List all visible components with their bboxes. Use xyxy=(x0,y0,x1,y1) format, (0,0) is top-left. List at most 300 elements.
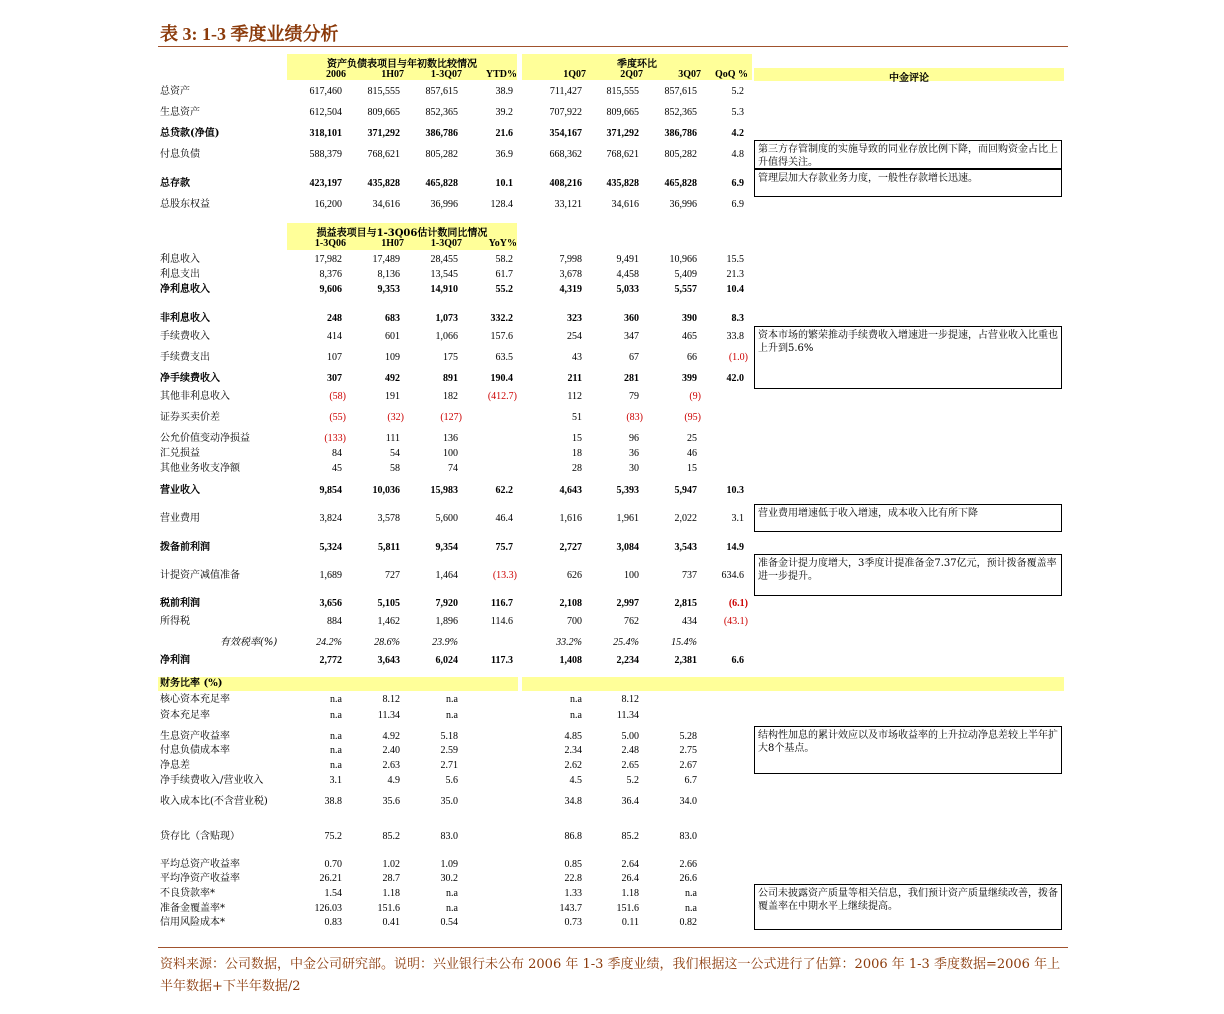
row-value: 809,665 xyxy=(367,107,400,118)
row-value: 36,996 xyxy=(669,199,697,210)
row-value: 38.9 xyxy=(495,86,513,97)
col-header: 2006 xyxy=(326,69,346,80)
row-label: 净息差 xyxy=(160,760,190,771)
is-col-header: YoY% xyxy=(488,238,517,249)
row-value: 626 xyxy=(567,570,582,581)
row-value: 9,353 xyxy=(377,284,400,295)
row-value: 157.6 xyxy=(490,331,513,342)
row-label: 拨备前利润 xyxy=(160,542,210,553)
row-value: 588,379 xyxy=(309,149,342,160)
row-value: 79 xyxy=(629,391,639,402)
row-label: 付息负债成本率 xyxy=(160,745,230,756)
row-value: 30 xyxy=(629,463,639,474)
comment-box: 第三方存管制度的实施导致的同业存放比例下降，而回购资金占比上升值得关注。 xyxy=(754,140,1062,169)
row-value: 34,616 xyxy=(372,199,400,210)
row-value: 85.2 xyxy=(382,831,400,842)
col-header: 1H07 xyxy=(381,69,404,80)
row-value: 7,920 xyxy=(435,598,458,609)
row-value: 1,689 xyxy=(319,570,342,581)
row-value: 768,621 xyxy=(367,149,400,160)
row-value: 83.0 xyxy=(679,831,697,842)
row-label: 证券买卖价差 xyxy=(160,412,220,423)
row-value: 14,910 xyxy=(430,284,458,295)
row-value: 33.8 xyxy=(726,331,744,342)
row-value: 2,234 xyxy=(616,655,639,666)
row-value: 386,786 xyxy=(425,128,458,139)
row-value: 35.0 xyxy=(440,796,458,807)
row-value: 55.2 xyxy=(495,284,513,295)
row-value: 668,362 xyxy=(549,149,582,160)
row-value: 107 xyxy=(327,352,342,363)
q-group-header: 季度环比 xyxy=(617,59,657,70)
row-value: 360 xyxy=(624,313,639,324)
row-value: 18 xyxy=(572,448,582,459)
row-value: 112 xyxy=(567,391,582,402)
row-value: 1.18 xyxy=(382,888,400,899)
row-value: 38.8 xyxy=(324,796,342,807)
row-value: 15 xyxy=(687,463,697,474)
row-value: 8,376 xyxy=(319,269,342,280)
row-value: 2,815 xyxy=(674,598,697,609)
row-value: 66 xyxy=(687,352,697,363)
row-value: 36.4 xyxy=(621,796,639,807)
row-value: 75.7 xyxy=(495,542,513,553)
row-value: 2.71 xyxy=(440,760,458,771)
row-value: 371,292 xyxy=(367,128,400,139)
row-value: 10,966 xyxy=(669,254,697,265)
row-value: 815,555 xyxy=(606,86,639,97)
row-value: 54 xyxy=(390,448,400,459)
row-value: 36,996 xyxy=(430,199,458,210)
row-value: 4.9 xyxy=(387,775,400,786)
row-value: 28 xyxy=(572,463,582,474)
comment-box: 资本市场的繁荣推动手续费收入增速进一步提速，占营业收入比重也上升到5.6% xyxy=(754,326,1062,389)
row-label: 汇兑损益 xyxy=(160,448,200,459)
row-value: 17,982 xyxy=(314,254,342,265)
row-value: 43 xyxy=(572,352,582,363)
row-value: 399 xyxy=(682,373,697,384)
row-value: 8,136 xyxy=(377,269,400,280)
row-value: 852,365 xyxy=(664,107,697,118)
comment-box: 结构性加息的累计效应以及市场收益率的上升拉动净息差较上半年扩大8个基点。 xyxy=(754,726,1062,774)
row-value: 3,543 xyxy=(674,542,697,553)
row-value: 1,073 xyxy=(435,313,458,324)
row-value: 1.02 xyxy=(382,859,400,870)
row-value: 492 xyxy=(385,373,400,384)
row-value: 28.7 xyxy=(382,873,400,884)
row-value: 61.7 xyxy=(495,269,513,280)
row-value: 10.3 xyxy=(726,485,744,496)
row-label: 资本充足率 xyxy=(160,710,210,721)
row-value: 2,381 xyxy=(674,655,697,666)
row-label: 准备金覆盖率* xyxy=(160,903,225,914)
row-label: 公允价值变动净损益 xyxy=(160,433,250,444)
row-value: 3,643 xyxy=(377,655,400,666)
row-label: 计提资产减值准备 xyxy=(160,570,240,581)
row-value: 46 xyxy=(687,448,697,459)
row-value: 3.1 xyxy=(329,775,342,786)
row-value: 10.1 xyxy=(495,178,513,189)
row-value: 435,828 xyxy=(367,178,400,189)
row-value: 84 xyxy=(332,448,342,459)
row-value: 5.00 xyxy=(621,731,639,742)
row-value: 28,455 xyxy=(430,254,458,265)
row-value: 5,600 xyxy=(435,513,458,524)
row-label: 不良贷款率* xyxy=(160,888,215,899)
row-value: 86.8 xyxy=(564,831,582,842)
row-value: 191 xyxy=(385,391,400,402)
row-value: 28.6% xyxy=(374,637,400,648)
bs-group-header: 资产负债表项目与年初数比较情况 xyxy=(327,59,477,70)
row-value: 45 xyxy=(332,463,342,474)
row-label: 有效税率(%) xyxy=(220,637,278,648)
row-value: 6.9 xyxy=(731,199,744,210)
row-value: n.a xyxy=(446,888,458,899)
row-value: 2.59 xyxy=(440,745,458,756)
row-label: 净利润 xyxy=(160,655,190,666)
row-value: 4,319 xyxy=(559,284,582,295)
row-value: n.a xyxy=(685,888,697,899)
row-value: 465,828 xyxy=(664,178,697,189)
row-value: (412.7) xyxy=(487,391,517,402)
row-value: 711,427 xyxy=(549,86,582,97)
row-value: 5,409 xyxy=(674,269,697,280)
row-label: 总资产 xyxy=(160,86,190,97)
row-value: 10,036 xyxy=(372,485,400,496)
row-label: 付息负债 xyxy=(160,149,200,160)
row-value: (13.3) xyxy=(492,570,517,581)
row-value: 36.9 xyxy=(495,149,513,160)
col-header: 1Q07 xyxy=(563,69,586,80)
row-value: 805,282 xyxy=(664,149,697,160)
row-value: 143.7 xyxy=(559,903,582,914)
row-value: 371,292 xyxy=(606,128,639,139)
row-value: 884 xyxy=(327,616,342,627)
row-value: 15.5 xyxy=(726,254,744,265)
row-value: 2.63 xyxy=(382,760,400,771)
row-value: (133) xyxy=(324,433,346,444)
row-value: 281 xyxy=(624,373,639,384)
row-value: 116.7 xyxy=(491,598,513,609)
row-value: 5,947 xyxy=(674,485,697,496)
row-value: 2.66 xyxy=(679,859,697,870)
row-value: 85.2 xyxy=(621,831,639,842)
row-value: 11.34 xyxy=(377,710,400,721)
row-label: 其他非利息收入 xyxy=(160,391,230,402)
row-value: 601 xyxy=(385,331,400,342)
row-value: (43.1) xyxy=(723,616,748,627)
row-value: n.a xyxy=(330,745,342,756)
row-value: 707,922 xyxy=(549,107,582,118)
row-value: 2,772 xyxy=(319,655,342,666)
row-label: 非利息收入 xyxy=(160,313,210,324)
row-label: 贷存比（含贴现） xyxy=(160,831,240,842)
row-value: (83) xyxy=(626,412,643,423)
row-value: 1,961 xyxy=(616,513,639,524)
row-value: n.a xyxy=(446,710,458,721)
row-value: 4.5 xyxy=(569,775,582,786)
row-value: 5.3 xyxy=(731,107,744,118)
row-label: 手续费支出 xyxy=(160,352,210,363)
row-value: n.a xyxy=(330,710,342,721)
row-value: 1,066 xyxy=(435,331,458,342)
row-label: 总贷款(净值) xyxy=(160,128,220,139)
row-value: 805,282 xyxy=(425,149,458,160)
row-value: 465 xyxy=(682,331,697,342)
row-value: 2,108 xyxy=(559,598,582,609)
row-value: 33,121 xyxy=(554,199,582,210)
row-value: 2.40 xyxy=(382,745,400,756)
row-value: 9,354 xyxy=(435,542,458,553)
row-value: 8.12 xyxy=(382,694,400,705)
is-col-header: 1-3Q07 xyxy=(430,238,462,249)
row-value: 10.4 xyxy=(726,284,744,295)
row-label: 生息资产收益率 xyxy=(160,731,230,742)
ratio-header-bar-right xyxy=(522,677,1064,691)
row-value: 21.3 xyxy=(726,269,744,280)
row-value: 1.54 xyxy=(324,888,342,899)
row-value: 2,727 xyxy=(559,542,582,553)
row-value: 1,896 xyxy=(435,616,458,627)
row-value: 354,167 xyxy=(549,128,582,139)
row-value: 2.34 xyxy=(564,745,582,756)
row-value: 386,786 xyxy=(664,128,697,139)
row-label: 信用风险成本* xyxy=(160,917,225,928)
row-value: 39.2 xyxy=(495,107,513,118)
row-value: 42.0 xyxy=(726,373,744,384)
row-value: 2.48 xyxy=(621,745,639,756)
row-value: 318,101 xyxy=(309,128,342,139)
row-value: 6.9 xyxy=(731,178,744,189)
row-value: 3,678 xyxy=(559,269,582,280)
row-value: 114.6 xyxy=(490,616,513,627)
row-label: 其他业务收支净额 xyxy=(160,463,240,474)
row-value: 3,578 xyxy=(377,513,400,524)
row-value: (127) xyxy=(440,412,462,423)
row-value: 36 xyxy=(629,448,639,459)
row-value: 414 xyxy=(327,331,342,342)
row-value: 2.62 xyxy=(564,760,582,771)
row-value: 5,393 xyxy=(616,485,639,496)
col-header: 2Q07 xyxy=(620,69,643,80)
row-value: 75.2 xyxy=(324,831,342,842)
row-value: 34.8 xyxy=(564,796,582,807)
row-value: n.a xyxy=(570,694,582,705)
row-value: (55) xyxy=(329,412,346,423)
row-value: 34.0 xyxy=(679,796,697,807)
row-value: 768,621 xyxy=(606,149,639,160)
row-value: 3,656 xyxy=(319,598,342,609)
row-value: (1.0) xyxy=(728,352,748,363)
row-value: n.a xyxy=(330,731,342,742)
row-label: 总存款 xyxy=(160,178,190,189)
row-value: 857,615 xyxy=(664,86,697,97)
row-value: 0.82 xyxy=(679,917,697,928)
row-value: 617,460 xyxy=(309,86,342,97)
row-value: 151.6 xyxy=(616,903,639,914)
row-value: 0.41 xyxy=(382,917,400,928)
comment-header: 中金评论 xyxy=(889,73,929,84)
row-value: 6.7 xyxy=(684,775,697,786)
row-value: 5.18 xyxy=(440,731,458,742)
row-value: 5,324 xyxy=(319,542,342,553)
row-value: 347 xyxy=(624,331,639,342)
row-value: 5,033 xyxy=(616,284,639,295)
row-value: 3,084 xyxy=(616,542,639,553)
is-col-header: 1-3Q06 xyxy=(314,238,346,249)
col-header: 1-3Q07 xyxy=(430,69,462,80)
row-value: 307 xyxy=(327,373,342,384)
row-value: 5.2 xyxy=(731,86,744,97)
row-value: 0.85 xyxy=(564,859,582,870)
row-value: n.a xyxy=(446,694,458,705)
row-value: 35.6 xyxy=(382,796,400,807)
row-value: 815,555 xyxy=(367,86,400,97)
row-label: 平均总资产收益率 xyxy=(160,859,240,870)
row-label: 利息收入 xyxy=(160,254,200,265)
row-value: 5.2 xyxy=(626,775,639,786)
row-value: 182 xyxy=(443,391,458,402)
row-value: 254 xyxy=(567,331,582,342)
row-value: 26.6 xyxy=(679,873,697,884)
row-value: 23.9% xyxy=(432,637,458,648)
row-value: 2.75 xyxy=(679,745,697,756)
row-value: 1.33 xyxy=(564,888,582,899)
row-value: 17,489 xyxy=(372,254,400,265)
row-value: 16,200 xyxy=(314,199,342,210)
row-value: 21.6 xyxy=(495,128,513,139)
row-value: 8.3 xyxy=(731,313,744,324)
row-label: 净手续费收入 xyxy=(160,373,220,384)
row-value: 96 xyxy=(629,433,639,444)
row-value: 762 xyxy=(624,616,639,627)
row-value: 0.83 xyxy=(324,917,342,928)
row-label: 收入成本比(不含营业税) xyxy=(160,796,268,807)
row-value: 126.03 xyxy=(314,903,342,914)
row-value: 0.54 xyxy=(440,917,458,928)
row-value: 435,828 xyxy=(606,178,639,189)
row-value: (6.1) xyxy=(728,598,748,609)
row-value: n.a xyxy=(330,694,342,705)
row-value: 0.11 xyxy=(621,917,639,928)
row-value: 1,616 xyxy=(559,513,582,524)
row-value: 5.28 xyxy=(679,731,697,742)
ratio-group-header: 财务比率 (%) xyxy=(160,678,223,689)
row-value: 13,545 xyxy=(430,269,458,280)
row-value: 248 xyxy=(327,313,342,324)
row-value: 34,616 xyxy=(611,199,639,210)
row-value: 26.4 xyxy=(621,873,639,884)
comment-box: 公司未披露资产质量等相关信息，我们预计资产质量继续改善，拨备覆盖率在中期水平上继续提高。 xyxy=(754,884,1062,930)
row-value: 390 xyxy=(682,313,697,324)
row-value: 25.4% xyxy=(613,637,639,648)
row-value: 24.2% xyxy=(316,637,342,648)
row-value: 465,828 xyxy=(425,178,458,189)
row-value: 26.21 xyxy=(319,873,342,884)
row-value: 30.2 xyxy=(440,873,458,884)
row-label: 净利息收入 xyxy=(160,284,210,295)
row-label: 总股东权益 xyxy=(160,199,210,210)
row-value: 700 xyxy=(567,616,582,627)
row-value: 612,504 xyxy=(309,107,342,118)
row-value: 100 xyxy=(624,570,639,581)
row-value: 9,854 xyxy=(319,485,342,496)
row-value: 100 xyxy=(443,448,458,459)
row-value: 151.6 xyxy=(377,903,400,914)
row-label: 核心资本充足率 xyxy=(160,694,230,705)
row-value: 1.09 xyxy=(440,859,458,870)
footer-rule xyxy=(158,947,1068,948)
row-value: 15,983 xyxy=(430,485,458,496)
row-value: (9) xyxy=(689,391,701,402)
row-value: 891 xyxy=(443,373,458,384)
row-value: (58) xyxy=(329,391,346,402)
row-value: 22.8 xyxy=(564,873,582,884)
col-header: QoQ % xyxy=(714,69,748,80)
row-value: 51 xyxy=(572,412,582,423)
row-value: 2,022 xyxy=(674,513,697,524)
row-value: 1,464 xyxy=(435,570,458,581)
row-value: 2,997 xyxy=(616,598,639,609)
row-value: 0.73 xyxy=(564,917,582,928)
row-value: 323 xyxy=(567,313,582,324)
row-value: 175 xyxy=(443,352,458,363)
row-value: 2.65 xyxy=(621,760,639,771)
row-value: 67 xyxy=(629,352,639,363)
row-value: 74 xyxy=(448,463,458,474)
row-value: 1.18 xyxy=(621,888,639,899)
row-value: n.a xyxy=(330,760,342,771)
row-value: 408,216 xyxy=(549,178,582,189)
row-value: 1,462 xyxy=(377,616,400,627)
row-value: 4,643 xyxy=(559,485,582,496)
row-value: 5,105 xyxy=(377,598,400,609)
row-value: 434 xyxy=(682,616,697,627)
title-rule xyxy=(158,46,1068,47)
row-value: 9,606 xyxy=(319,284,342,295)
row-value: (95) xyxy=(684,412,701,423)
row-label: 营业收入 xyxy=(160,485,200,496)
row-value: 7,998 xyxy=(559,254,582,265)
row-value: 4.8 xyxy=(731,149,744,160)
row-value: (32) xyxy=(387,412,404,423)
row-label: 手续费收入 xyxy=(160,331,210,342)
row-value: 634.6 xyxy=(721,570,744,581)
row-value: 33.2% xyxy=(556,637,582,648)
row-value: 5,557 xyxy=(674,284,697,295)
row-value: 6,024 xyxy=(435,655,458,666)
row-value: 190.4 xyxy=(490,373,513,384)
row-value: 11.34 xyxy=(616,710,639,721)
row-value: 62.2 xyxy=(495,485,513,496)
comment-box: 准备金计提力度增大，3季度计提准备金7.37亿元，预计拨备覆盖率进一步提升。 xyxy=(754,554,1062,596)
comment-box: 管理层加大存款业务力度，一般性存款增长迅速。 xyxy=(754,169,1062,197)
row-value: 727 xyxy=(385,570,400,581)
row-value: 852,365 xyxy=(425,107,458,118)
row-value: 4.2 xyxy=(731,128,744,139)
row-value: 117.3 xyxy=(491,655,513,666)
row-value: n.a xyxy=(570,710,582,721)
row-value: 2.64 xyxy=(621,859,639,870)
row-value: 15.4% xyxy=(671,637,697,648)
row-value: n.a xyxy=(685,903,697,914)
row-value: 3,824 xyxy=(319,513,342,524)
row-value: 136 xyxy=(443,433,458,444)
row-label: 所得税 xyxy=(160,616,190,627)
row-value: 4.85 xyxy=(564,731,582,742)
row-value: 0.70 xyxy=(324,859,342,870)
row-value: 14.9 xyxy=(726,542,744,553)
